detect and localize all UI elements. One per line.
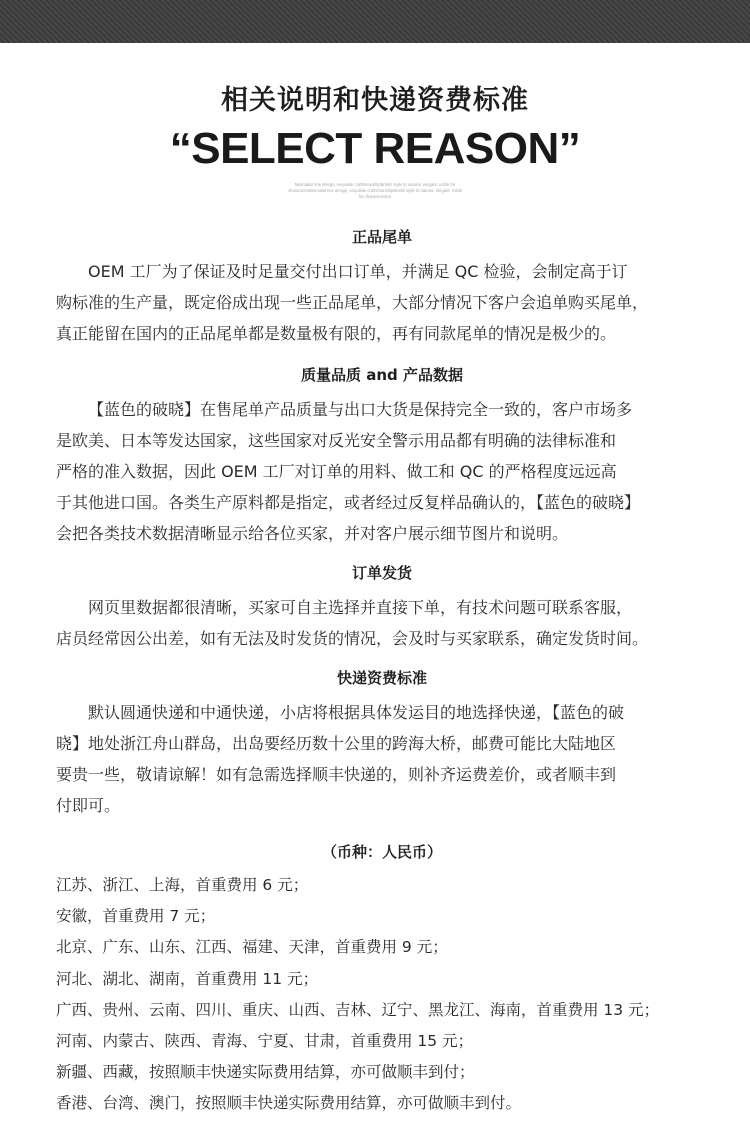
fee-row: 北京、广东、山东、江西、福建、天津，首重费用 9 元； — [56, 938, 448, 957]
fee-row: 安徽，首重费用 7 元； — [56, 907, 216, 926]
section-body: 【蓝色的破晓】在售尾单产品质量与出口大货是保持完全一致的，客户市场多 是欧美、日本等发达国家，这些国家对反光安全警示用品都有明确的法律标准和 严格的准入数据，因此 OEM 工厂对订单的用料、做工和 QC 的严格程度远远高 于其他进口国。各类生产原料都是指定，或者经过反复样品确认的，【蓝色的破晓】 会把各类技术数据清晰显示给各位买家，并对客户展示细节图片和说明。 — [56, 400, 641, 543]
section-title: 正品尾单 — [351, 228, 412, 246]
fee-list — [56, 870, 708, 1120]
page-header — [0, 84, 750, 200]
section-body: 默认圆通快递和中通快递，小店将根据具体发运目的地选择快递，【蓝色的破 晓】地处浙江舟山群岛，出岛要经历数十公里的跨海大桥，邮费可能比大陆地区 要贵一些，敬请谅解！如有急需选择顺丰快递的，则补齐运费差价，或者顺丰到 付即可。 — [56, 703, 625, 815]
fee-row: 江苏、浙江、上海，首重费用 6 元； — [56, 876, 309, 894]
section-title: 质量品质 and 产品数据 — [301, 366, 463, 384]
fee-row: 香港、台湾、澳门，按照顺丰快递实际费用结算，亦可做顺丰到付。 — [56, 1094, 522, 1113]
tagline-text: Minimalist line design, exquisite craftsmanshipBritish style to natural, elegant, noble for charactersMinimalist line design, exquisite craftsmanshipBritish style to natural, elegant, noble for characteristics — [287, 182, 463, 199]
content-area — [56, 226, 708, 1120]
section-shipping-rates — [56, 667, 708, 821]
section-title: 快递资费标准 — [336, 669, 427, 687]
top-banner-bar — [0, 0, 750, 43]
currency-label: （币种：人民币） — [321, 843, 442, 861]
section-order-shipping — [56, 562, 708, 654]
section-title: 订单发货 — [351, 564, 412, 582]
section-quality-data — [56, 364, 708, 549]
section-body: 网页里数据都很清晰，买家可自主选择并直接下单，有技术问题可联系客服， 店员经常因公出差，如有无法及时发货的情况，会及时与买家联系，确定发货时间。 — [56, 598, 649, 648]
fee-row: 河北、湖北、湖南，首重费用 11 元； — [56, 969, 319, 988]
section-genuine-tail-orders — [56, 226, 708, 349]
fee-row: 河南、内蒙古、陕西、青海、宁夏、甘肃，首重费用 15 元； — [56, 1032, 474, 1051]
page-title-cn: 相关说明和快递资费标准 — [221, 85, 529, 116]
page-title-en: “SELECT REASON” — [169, 124, 581, 173]
fee-row: 广西、贵州、云南、四川、重庆、山西、吉林、辽宁、黑龙江、海南，首重费用 13 元； — [56, 1000, 660, 1019]
section-body: OEM 工厂为了保证及时足量交付出口订单，并满足 QC 检验，会制定高于订 购标准的生产量，既定俗成出现一些正品尾单，大部分情况下客户会追单购买尾单， 真正能留在国内的正品尾单都是数量极有限的，再有同款尾单的情况是极少的。 — [56, 262, 649, 343]
fee-row: 新疆、西藏，按照顺丰快递实际费用结算，亦可做顺丰到付； — [56, 1063, 475, 1082]
